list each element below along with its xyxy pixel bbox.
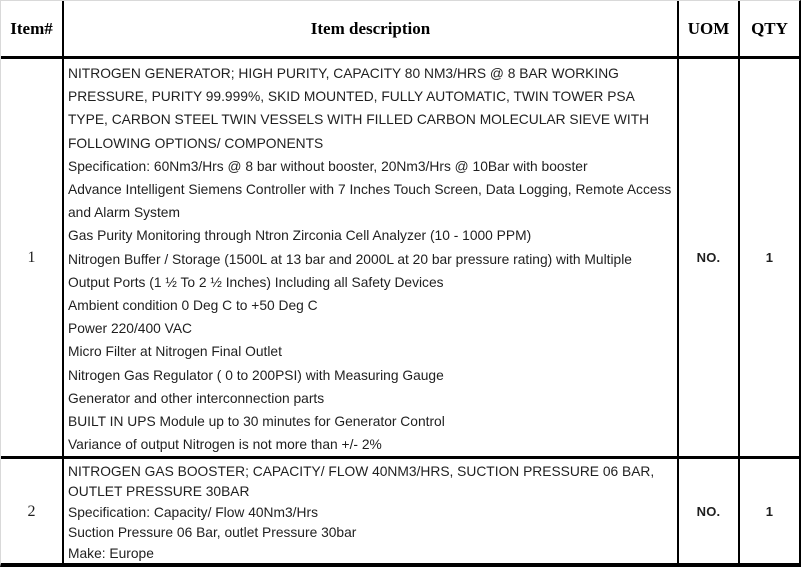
description-cell xyxy=(64,59,679,456)
description-paragraph: Specification: 60Nm3/Hrs @ 8 bar without booster, 20Nm3/Hrs @ 10Bar with booster xyxy=(68,158,588,174)
table-row xyxy=(1,459,799,564)
table-row xyxy=(1,59,799,459)
uom-cell xyxy=(679,59,740,456)
uom-value: NO. xyxy=(696,250,721,265)
description-paragraph: Advance Intelligent Siemens Controller with 7 Inches Touch Screen, Data Logging, Remote Access and Alarm System xyxy=(68,182,672,221)
description-paragraph: Power 220/400 VAC xyxy=(68,321,192,337)
column-header-description-label: Item description xyxy=(310,18,431,38)
column-header-qty xyxy=(740,1,799,56)
uom-cell xyxy=(679,459,740,564)
column-header-uom xyxy=(679,1,740,56)
qty-value: 1 xyxy=(765,504,774,520)
item-no-value: 1 xyxy=(27,248,36,266)
description-cell xyxy=(64,459,679,564)
description-paragraph: Gas Purity Monitoring through Ntron Zirconia Cell Analyzer (10 - 1000 PPM) xyxy=(68,228,532,244)
item-no-cell xyxy=(1,59,64,456)
description-paragraph: NITROGEN GENERATOR; HIGH PURITY, CAPACITY 80 NM3/HRS @ 8 BAR WORKING PRESSURE, PURITY 99.999%, SKID MOUNTED, FULLY AUTOMATIC, TWIN TOWER PSA TYPE, CARBON STEEL TWIN VESSELS WITH FILLED CARBON MOLECULAR SIEVE WITH FOLLOWING OPTIONS/ COMPONENTS xyxy=(68,66,650,151)
column-header-description xyxy=(64,1,679,56)
description-paragraph: Make: Europe xyxy=(68,545,154,561)
description-paragraph: NITROGEN GAS BOOSTER; CAPACITY/ FLOW 40NM3/HRS, SUCTION PRESSURE 06 BAR, OUTLET PRESSURE 30BAR xyxy=(68,464,655,500)
description-paragraph: Variance of output Nitrogen is not more than +/- 2% xyxy=(68,437,382,453)
qty-cell xyxy=(740,59,799,456)
description-paragraph: Suction Pressure 06 Bar, outlet Pressure 30bar xyxy=(68,525,357,541)
item-no-value: 2 xyxy=(27,502,36,520)
uom-value: NO. xyxy=(696,504,721,520)
item-no-cell xyxy=(1,459,64,564)
description-paragraph: Nitrogen Buffer / Storage (1500L at 13 bar and 2000L at 20 bar pressure rating) with Multiple Output Ports (1 ½ To 2 ½ Inches) Including all Safety Devices xyxy=(68,251,632,290)
description-paragraph: Generator and other interconnection parts xyxy=(68,390,325,406)
description-paragraph: Nitrogen Gas Regulator ( 0 to 200PSI) with Measuring Gauge xyxy=(68,367,444,383)
table-header-row xyxy=(1,1,799,59)
qty-value: 1 xyxy=(765,250,774,265)
column-header-qty-label: QTY xyxy=(751,18,788,38)
description-paragraph: Micro Filter at Nitrogen Final Outlet xyxy=(68,344,282,360)
column-header-item-no xyxy=(1,1,64,56)
description-paragraph: Ambient condition 0 Deg C to +50 Deg C xyxy=(68,298,318,314)
qty-cell xyxy=(740,459,799,564)
column-header-item-no-label: Item# xyxy=(10,18,53,38)
column-header-uom-label: UOM xyxy=(687,18,730,38)
description-paragraph: Specification: Capacity/ Flow 40Nm3/Hrs xyxy=(68,504,318,520)
description-paragraph: BUILT IN UPS Module up to 30 minutes for Generator Control xyxy=(68,414,445,430)
